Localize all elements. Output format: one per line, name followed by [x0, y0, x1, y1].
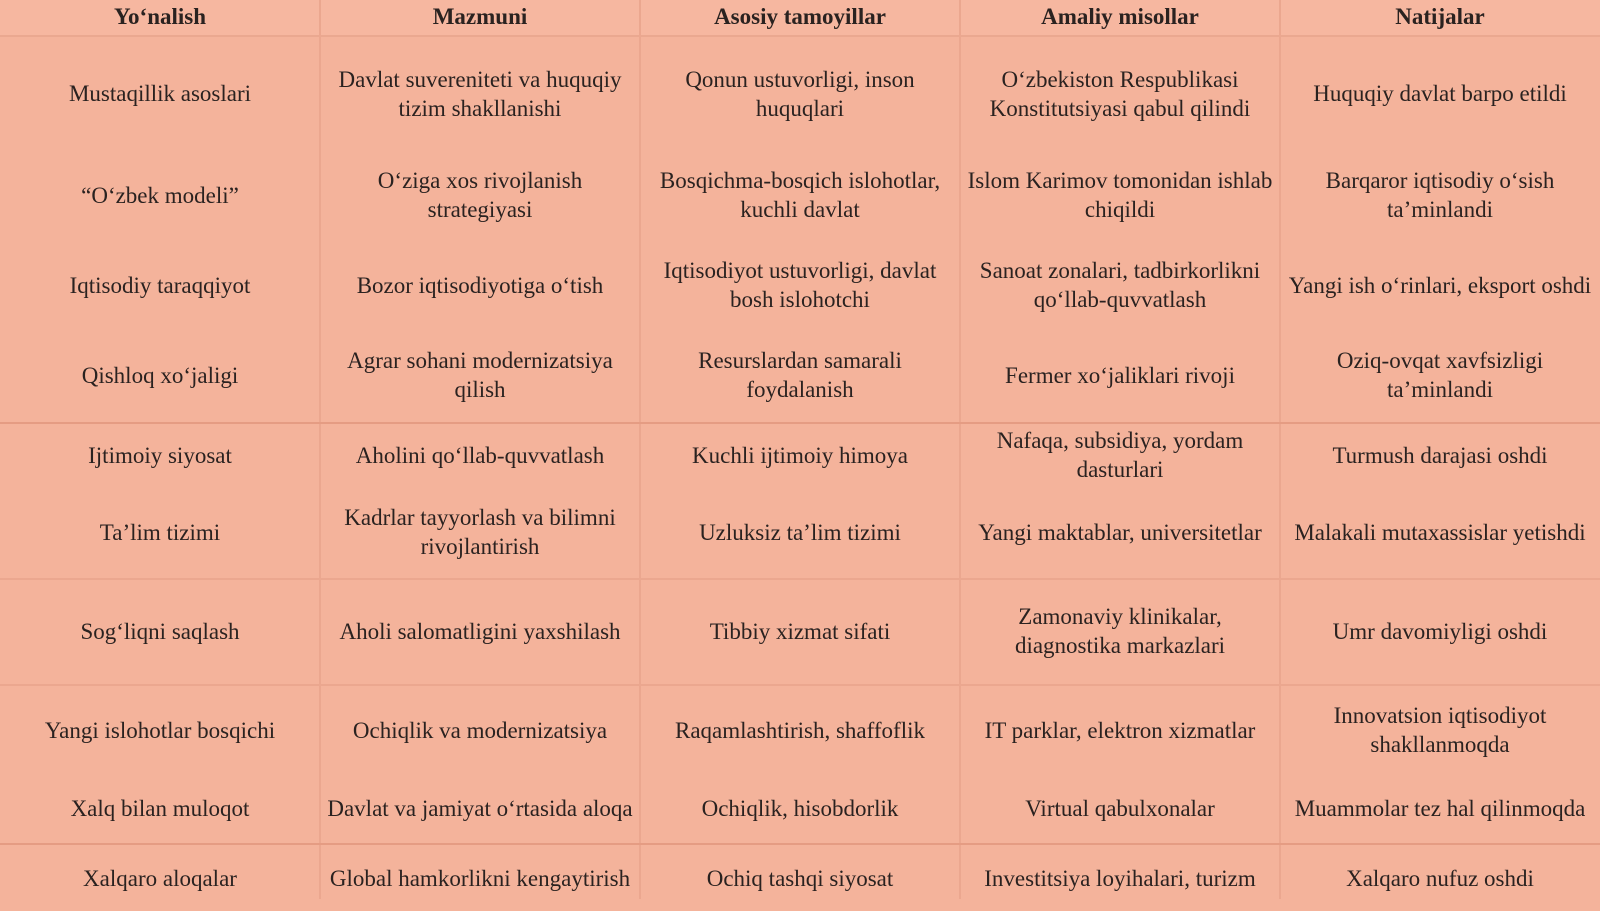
table-cell: Ochiqlik va modernizatsiya: [352, 717, 608, 743]
table-row: [0, 423, 1600, 487]
table-cell: Uzluksiz ta’lim tizimi: [699, 519, 901, 545]
table-cell: Raqamlashtirish, shaffoflik: [675, 717, 925, 743]
table-cell: Iqtisodiyot ustuvorligi, davlat bosh islohotchi: [663, 258, 937, 312]
table-cell: Mustaqillik asoslari: [68, 81, 252, 106]
table-cell: Barqaror iqtisodiy o‘sish ta’minlandi: [1325, 168, 1555, 222]
table-row: [0, 240, 1600, 330]
table-cell: Qishloq xo‘jaligi: [81, 362, 239, 388]
row-divider: [0, 578, 1600, 580]
table-cell: Virtual qabulxonalar: [1025, 795, 1215, 821]
table-cell: Ta’lim tizimi: [99, 519, 221, 545]
header-cell: Yo‘nalish: [113, 4, 207, 29]
table-cell: Yangi maktablar, universitetlar: [978, 519, 1262, 545]
table-cell: Kadrlar tayyorlash va bilimni rivojlantirish: [344, 505, 616, 559]
header-cell: Asosiy tamoyillar: [714, 4, 886, 29]
table-row: [0, 150, 1600, 240]
table-cell: Xalqaro nufuz oshdi: [1346, 865, 1534, 891]
table-cell: Fermer xo‘jaliklari rivoji: [1005, 362, 1235, 388]
table-cell: Xalq bilan muloqot: [70, 795, 250, 821]
header-cell: Mazmuni: [432, 4, 528, 29]
table-cell: Islom Karimov tomonidan ishlab chiqildi: [967, 168, 1273, 222]
table-cell: Tibbiy xizmat sifati: [709, 618, 891, 644]
row-divider: [0, 843, 1600, 845]
table-header: [0, 0, 1600, 37]
column-divider: [959, 0, 961, 899]
table-cell: Bozor iqtisodiyotiga o‘tish: [356, 272, 604, 298]
table-cell: Kuchli ijtimoiy himoya: [692, 442, 908, 468]
table-cell: Innovatsion iqtisodiyot shakllanmoqda: [1333, 703, 1547, 757]
table-cell: Resurslardan samarali foydalanish: [698, 348, 902, 402]
table-cell: Aholi salomatligini yaxshilash: [339, 618, 621, 644]
column-divider: [639, 0, 641, 899]
table-body: [0, 37, 1600, 899]
table-cell: Muammolar tez hal qilinmoqda: [1294, 795, 1586, 821]
column-divider: [1279, 0, 1281, 899]
table-cell: “O‘zbek modeli”: [81, 182, 239, 208]
table-row: [0, 775, 1600, 841]
table-cell: Turmush darajasi oshdi: [1332, 442, 1548, 468]
table-cell: Sanoat zonalari, tadbirkorlikni qo‘llab-quvvatlash: [979, 258, 1261, 312]
table-cell: Iqtisodiy taraqqiyot: [69, 272, 251, 298]
table-cell: Agrar sohani modernizatsiya qilish: [347, 348, 613, 402]
table-cell: Ochiqlik, hisobdorlik: [701, 795, 899, 821]
table-row: [0, 579, 1600, 683]
table-row: [0, 685, 1600, 775]
table-cell: O‘zbekiston Respublikasi Konstitutsiyasi qabul qilindi: [989, 66, 1251, 121]
header-cell: Amaliy misollar: [1041, 4, 1199, 29]
table-cell: Ochiq tashqi siyosat: [706, 865, 894, 891]
table-cell: Sog‘liqni saqlash: [80, 618, 240, 644]
table-cell: Zamonaviy klinikalar, diagnostika markazlari: [1014, 604, 1226, 658]
table-row: [0, 845, 1600, 911]
table-row: [0, 487, 1600, 577]
table-cell: Huquqiy davlat barpo etildi: [1313, 81, 1567, 106]
table-row: [0, 37, 1600, 150]
table-cell: Investitsiya loyihalari, turizm: [984, 865, 1256, 891]
table-cell: O‘ziga xos rivojlanish strategiyasi: [377, 168, 583, 222]
table-cell: Ijtimoiy siyosat: [88, 442, 232, 468]
table-cell: Davlat suvereniteti va huquqiy tizim shakllanishi: [338, 66, 622, 121]
table-cell: Global hamkorlikni kengaytirish: [329, 865, 631, 891]
table-row: [0, 330, 1600, 420]
row-divider: [0, 422, 1600, 424]
table-cell: Nafaqa, subsidiya, yordam dasturlari: [996, 428, 1244, 482]
table-cell: Umr davomiyligi oshdi: [1332, 618, 1548, 644]
row-divider: [0, 684, 1600, 686]
table-cell: IT parklar, elektron xizmatlar: [984, 717, 1256, 743]
column-divider: [319, 0, 321, 899]
table-cell: Xalqaro aloqalar: [83, 865, 237, 891]
table-cell: Malakali mutaxassislar yetishdi: [1294, 519, 1586, 545]
header-cell: Natijalar: [1395, 4, 1485, 29]
table-cell: Aholini qo‘llab-quvvatlash: [355, 442, 605, 468]
table-cell: Bosqichma-bosqich islohotlar, kuchli davlat: [659, 168, 941, 222]
table-cell: Qonun ustuvorligi, inson huquqlari: [685, 66, 915, 121]
table-cell: Yangi islohotlar bosqichi: [44, 717, 276, 743]
table-cell: Oziq-ovqat xavfsizligi ta’minlandi: [1336, 348, 1544, 402]
table-cell: Davlat va jamiyat o‘rtasida aloqa: [327, 795, 633, 821]
table-cell: Yangi ish o‘rinlari, eksport oshdi: [1288, 272, 1592, 298]
